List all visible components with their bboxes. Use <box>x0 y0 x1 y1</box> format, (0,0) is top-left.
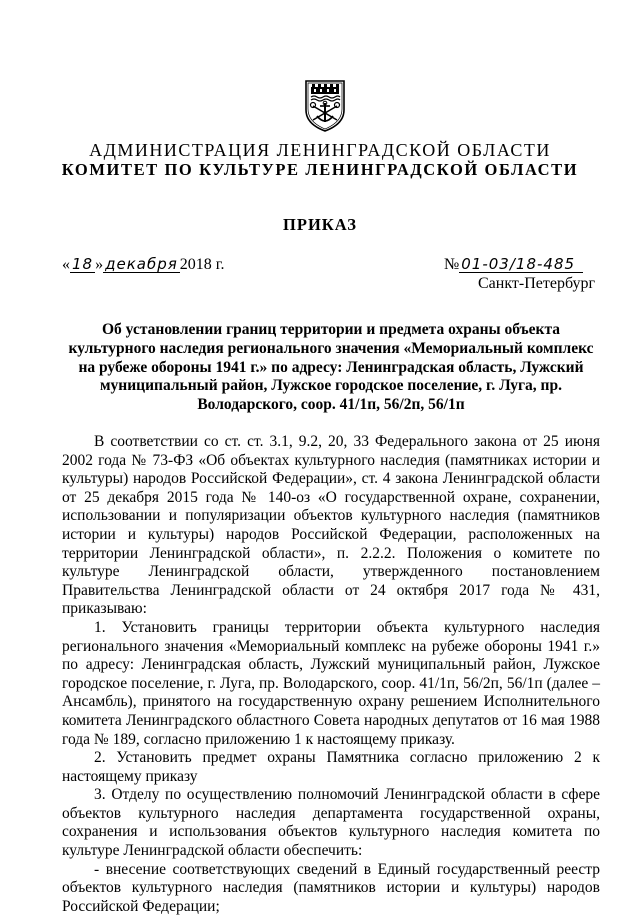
number-value: 01-03/18-485 <box>459 256 583 273</box>
date-year: 2018 г. <box>179 256 225 273</box>
coat-of-arms-icon <box>303 78 347 133</box>
order-body <box>62 433 600 916</box>
body-paragraph-preamble: В соответствии со ст. ст. 3.1, 9.2, 20, 33 Федерального закона от 25 июня 2002 года № 73-ФЗ «Об объектах культурного наследия (памятниках истории и культуры) народов Российской Федерации», ст. 4 закона Ленинградской области от 25 декабря 2015 года № 140-оз «О государственной охране, сохранении, использовании и популяризации объектов культурного наследия (памятников истории и культуры) народов Российской Федерации, расположенных на территории Ленинградской области», п. 2.2.2. Положения о комитете по культуре Ленинградской области, утвержденного постановлением Правительства Ленинградской области от 24 октября 2017 года № 431, приказываю: <box>62 433 600 618</box>
date-month: декабря <box>105 255 178 273</box>
body-paragraph-1: 1. Установить границы территории объекта культурного наследия регионального значения «Мемориальный комплекс на рубеже обороны 1941 г.» по адресу: Ленинградская область, Лужский муниципальный район, Лужское городское поселение, г. Луга, пр. Володарского, соор. 41/1п, 56/2п, 56/1п (далее – Ансамбль), принятого на государственную охрану решением Исполнительного комитета Ленинградского областного Совета народных депутатов от 16 мая 1988 года № 189, согласно приложению 1 к настоящему приказу. <box>62 618 600 748</box>
order-number <box>444 256 583 274</box>
order-date <box>62 256 225 274</box>
number-prefix: № <box>444 256 460 273</box>
body-paragraph-3: 3. Отделу по осуществлению полномочий Ленинградской области в сфере объектов культурного наследия департамента государственной охраны, сохранения и использования объектов культурного наследия комитета по культуре Ленинградской области обеспечить: <box>62 786 600 860</box>
date-day: 18 <box>72 255 94 273</box>
order-subject: Об установлении границ территории и предмета охраны объекта культурного наследия регионального значения «Мемориальный комплекс на рубеже обороны 1941 г.» по адресу: Ленинградская область, Лужский муниципальный район, Лужское городское поселение, г. Луга, пр. Володарского, соор. 41/1п, 56/2п, 56/1п <box>68 321 594 414</box>
committee-name: КОМИТЕТ ПО КУЛЬТУРЕ ЛЕНИНГРАДСКОЙ ОБЛАСТИ <box>61 160 579 179</box>
body-paragraph-3-item: - внесение соответствующих сведений в Единый государственный реестр объектов культурного наследия (памятников истории и культуры) народов Российской Федерации; <box>62 860 600 915</box>
body-paragraph-2: 2. Установить предмет охраны Памятника согласно приложению 2 к настоящему приказу <box>62 749 600 785</box>
order-city: Санкт-Петербург <box>478 275 596 292</box>
order-title: ПРИКАЗ <box>283 215 357 234</box>
date-open-quote: « <box>62 256 70 273</box>
organization-name: АДМИНИСТРАЦИЯ ЛЕНИНГРАДСКОЙ ОБЛАСТИ <box>89 140 551 160</box>
date-close-quote: » <box>95 256 104 273</box>
